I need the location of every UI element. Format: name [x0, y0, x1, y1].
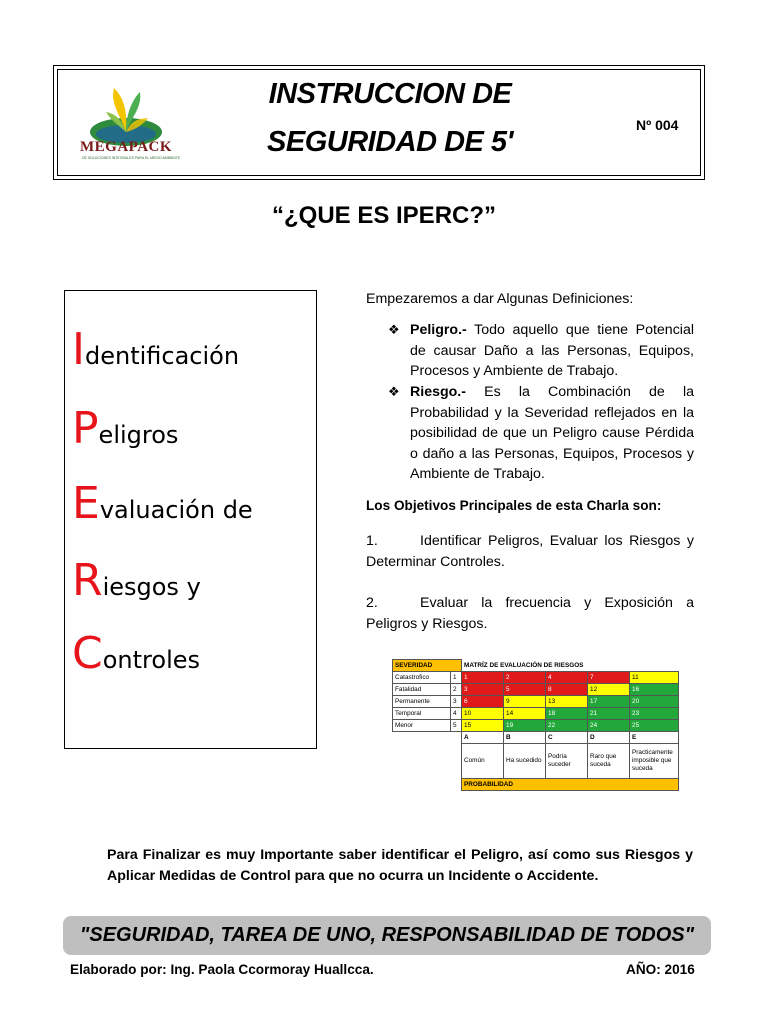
matrix-cell: 20: [630, 696, 679, 708]
document-title-line2: SEGURIDAD DE 5': [267, 126, 513, 158]
definition-text: Es la Combinación de la Probabilidad y la Severidad reflejados en la posibilidad de que un Peligro cause Pérdida o daño a las Personas, Equipos, Procesos y Ambiente de Trabajo.: [410, 384, 694, 483]
matrix-severity-header: SEVERIDAD: [393, 660, 462, 672]
matrix-severity-number: 1: [451, 672, 462, 684]
slogan-text: "SEGURIDAD, TAREA DE UNO, RESPONSABILIDAD DE TODOS": [79, 924, 695, 946]
definition-riesgo: [388, 382, 694, 485]
iperc-word-identificacion: [72, 324, 239, 375]
iperc-word-rest: iesgos y: [102, 573, 201, 601]
matrix-severity-number: 5: [451, 720, 462, 732]
matrix-probability-row: [393, 778, 679, 790]
matrix-cell: 4: [546, 672, 588, 684]
matrix-letters-row: [393, 732, 679, 744]
matrix-probability-description: Ha sucedido: [504, 743, 546, 778]
matrix-probability-label: PROBABILIDAD: [462, 778, 679, 790]
iperc-word-evaluacion: [72, 478, 253, 529]
matrix-cell: 5: [504, 684, 546, 696]
diamond-bullet-icon: ❖: [388, 384, 400, 399]
matrix-cell: 7: [588, 672, 630, 684]
matrix-cell: 25: [630, 720, 679, 732]
document-number: Nº 004: [636, 117, 679, 133]
matrix-probability-description: Común: [462, 743, 504, 778]
matrix-header-row: [393, 660, 679, 672]
matrix-cell: 17: [588, 696, 630, 708]
objective-item: [366, 593, 694, 634]
matrix-probability-description: Podría suceder: [546, 743, 588, 778]
iperc-letter: R: [72, 555, 103, 606]
page-subtitle: “¿QUE ES IPERC?”: [271, 202, 497, 229]
matrix-probability-description: Raro que suceda: [588, 743, 630, 778]
iperc-word-peligros: [72, 403, 178, 454]
definition-text: Todo aquello que tiene Potencial de causar Daño a las Personas, Equipos, Procesos y Ambiente de Trabajo.: [410, 322, 694, 380]
iperc-letter: E: [72, 478, 100, 529]
matrix-cell: 1: [462, 672, 504, 684]
matrix-probability-letter: B: [504, 732, 546, 744]
matrix-cell: 6: [462, 696, 504, 708]
matrix-cell: 15: [462, 720, 504, 732]
matrix-spacer: [393, 743, 462, 778]
matrix-probability-letter: E: [630, 732, 679, 744]
author-credit: Elaborado por: Ing. Paola Ccormoray Huallcca.: [70, 962, 374, 977]
risk-matrix-table: [392, 659, 679, 791]
matrix-severity-label: Permanente: [393, 696, 451, 708]
iperc-letter: I: [72, 324, 85, 375]
matrix-cell: 2: [504, 672, 546, 684]
iperc-word-controles: [72, 628, 200, 679]
matrix-probability-letter: D: [588, 732, 630, 744]
matrix-cell: 14: [504, 708, 546, 720]
matrix-probability-letter: A: [462, 732, 504, 744]
iperc-letter: C: [72, 628, 103, 679]
matrix-severity-number: 2: [451, 684, 462, 696]
matrix-severity-label: Temporal: [393, 708, 451, 720]
matrix-spacer: [393, 732, 462, 744]
iperc-word-rest: ontroles: [102, 646, 200, 674]
matrix-cell: 22: [546, 720, 588, 732]
matrix-severity-label: Fatalidad: [393, 684, 451, 696]
matrix-cell: 19: [504, 720, 546, 732]
objective-text: Evaluar la frecuencia y Exposición a Peligros y Riesgos.: [366, 595, 694, 632]
matrix-cell: 24: [588, 720, 630, 732]
matrix-severity-label: Catastrofico: [393, 672, 451, 684]
matrix-cell: 9: [504, 696, 546, 708]
matrix-cell: 8: [546, 684, 588, 696]
matrix-cell: 16: [630, 684, 679, 696]
matrix-probability-letter: C: [546, 732, 588, 744]
document-title-line1: INSTRUCCION DE: [268, 78, 512, 110]
objective-number: 1.: [366, 533, 378, 549]
matrix-row: [393, 720, 679, 732]
matrix-descriptions-row: [393, 743, 679, 778]
diamond-bullet-icon: ❖: [388, 322, 400, 337]
matrix-severity-label: Menor: [393, 720, 451, 732]
document-year: AÑO: 2016: [626, 962, 695, 977]
matrix-cell: 12: [588, 684, 630, 696]
objective-number: 2.: [366, 595, 378, 611]
definitions-intro: Empezaremos a dar Algunas Definiciones:: [366, 291, 634, 307]
iperc-word-rest: dentificación: [84, 342, 240, 370]
matrix-cell: 10: [462, 708, 504, 720]
objectives-heading: Los Objetivos Principales de esta Charla son:: [366, 498, 662, 513]
closing-paragraph: Para Finalizar es muy Importante saber identificar el Peligro, así como sus Riesgos y Aplicar Medidas de Control para que no ocurra un Incidente o Accidente.: [107, 847, 693, 884]
risk-matrix: [392, 659, 678, 791]
matrix-cell: 23: [630, 708, 679, 720]
matrix-probability-description: Practicamente imposible que suceda: [630, 743, 679, 778]
matrix-spacer: [393, 778, 462, 790]
matrix-row: [393, 696, 679, 708]
definition-term: Riesgo.-: [410, 384, 466, 400]
matrix-severity-number: 3: [451, 696, 462, 708]
matrix-cell: 3: [462, 684, 504, 696]
matrix-cell: 13: [546, 696, 588, 708]
matrix-severity-number: 4: [451, 708, 462, 720]
iperc-word-riesgos: [72, 555, 201, 606]
iperc-letter: P: [72, 403, 99, 454]
iperc-word-rest: valuación de: [99, 496, 253, 524]
matrix-cell: 21: [588, 708, 630, 720]
definition-term: Peligro.-: [410, 322, 467, 338]
objective-text: Identificar Peligros, Evaluar los Riesgos y Determinar Controles.: [366, 533, 694, 570]
matrix-row: [393, 708, 679, 720]
matrix-cell: 18: [546, 708, 588, 720]
matrix-row: [393, 684, 679, 696]
matrix-title: MATRÍZ DE EVALUACIÓN DE RIESGOS: [462, 660, 679, 672]
logo-tagline: DE SOLUCIONES INTEGRALES PARA EL MEDIO AMBIENTE: [82, 156, 181, 160]
matrix-cell: 11: [630, 672, 679, 684]
objective-item: [366, 531, 694, 572]
definition-peligro: [388, 320, 694, 382]
iperc-word-rest: eligros: [98, 421, 179, 449]
matrix-row: [393, 672, 679, 684]
logo-wordmark: MEGAPACK: [80, 139, 173, 155]
